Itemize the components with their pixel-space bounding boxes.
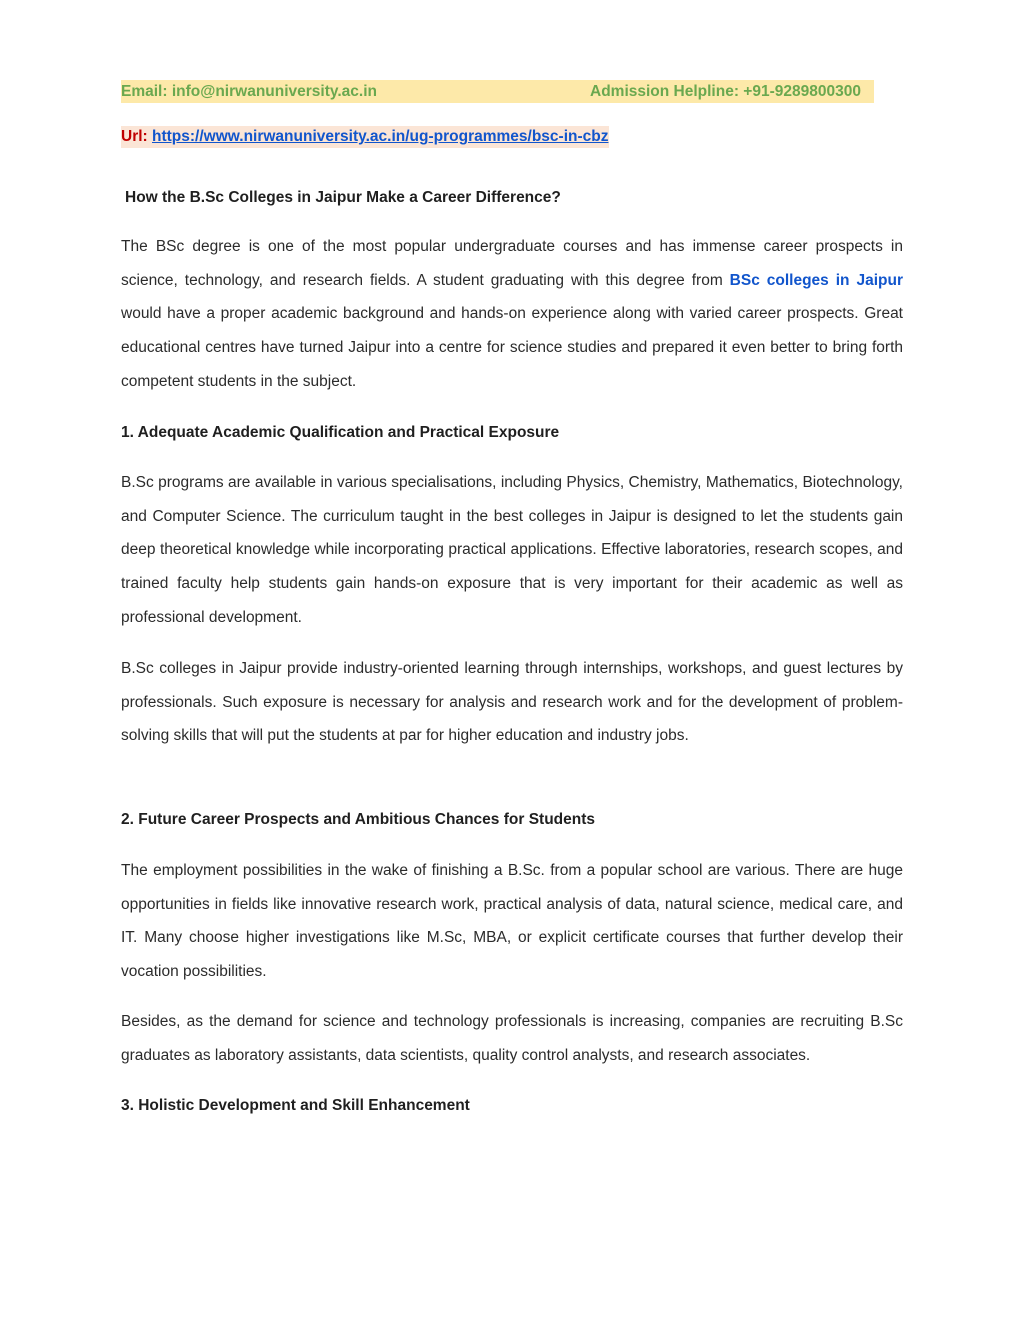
url-line	[121, 126, 609, 148]
intro-text-before: The BSc degree is one of the most popular undergraduate courses and has immense career prospects in science, technology, and research fields. A student graduating with this degree from	[121, 238, 903, 289]
intro-text-after: would have a proper academic background and hands-on experience along with varied career prospects. Great educational centres have turned Jaipur into a centre for science studies and prepared it even better to bring forth competent students in the subject.	[121, 305, 903, 390]
section-1-heading: 1. Adequate Academic Qualification and Practical Exposure	[121, 424, 560, 441]
page-title: How the B.Sc Colleges in Jaipur Make a Career Difference?	[125, 189, 561, 206]
section-2-heading: 2. Future Career Prospects and Ambitious Chances for Students	[121, 811, 595, 828]
bsc-colleges-link[interactable]: BSc colleges in Jaipur	[729, 271, 903, 289]
intro-paragraph	[121, 230, 903, 399]
admission-helpline[interactable]: Admission Helpline: +91-9289800300	[590, 83, 861, 100]
page-url-link[interactable]: https://www.nirwanuniversity.ac.in/ug-programmes/bsc-in-cbz	[152, 128, 609, 145]
url-label: Url:	[121, 128, 148, 145]
section-2-paragraph-2: Besides, as the demand for science and technology professionals is increasing, companies are recruiting B.Sc graduates as laboratory assistants, data scientists, quality control analysts, and research associates.	[121, 1013, 903, 1064]
section-1-paragraph-2: B.Sc colleges in Jaipur provide industry-oriented learning through internships, workshops, and guest lectures by professionals. Such exposure is necessary for analysis and research work and for the development of problem-solving skills that will put the students at par for higher education and industry jobs.	[121, 660, 903, 745]
section-1-paragraph-1: B.Sc programs are available in various specialisations, including Physics, Chemistry, Mathematics, Biotechnology, and Computer Science. The curriculum taught in the best colleges in Jaipur is designed to let the students gain deep theoretical knowledge while incorporating practical applications. Effective laboratories, research scopes, and trained faculty help students gain hands-on exposure that is very important for their academic as well as professional development.	[121, 474, 903, 626]
section-3-heading: 3. Holistic Development and Skill Enhancement	[121, 1097, 470, 1114]
section-2-paragraph-1: The employment possibilities in the wake of finishing a B.Sc. from a popular school are various. There are huge opportunities in fields like innovative research work, practical analysis of data, natural science, medical care, and IT. Many choose higher investigations like M.Sc, MBA, or explicit certificate courses that further develop their vocation possibilities.	[121, 862, 903, 981]
contact-email[interactable]: Email: info@nirwanuniversity.ac.in	[121, 83, 377, 100]
